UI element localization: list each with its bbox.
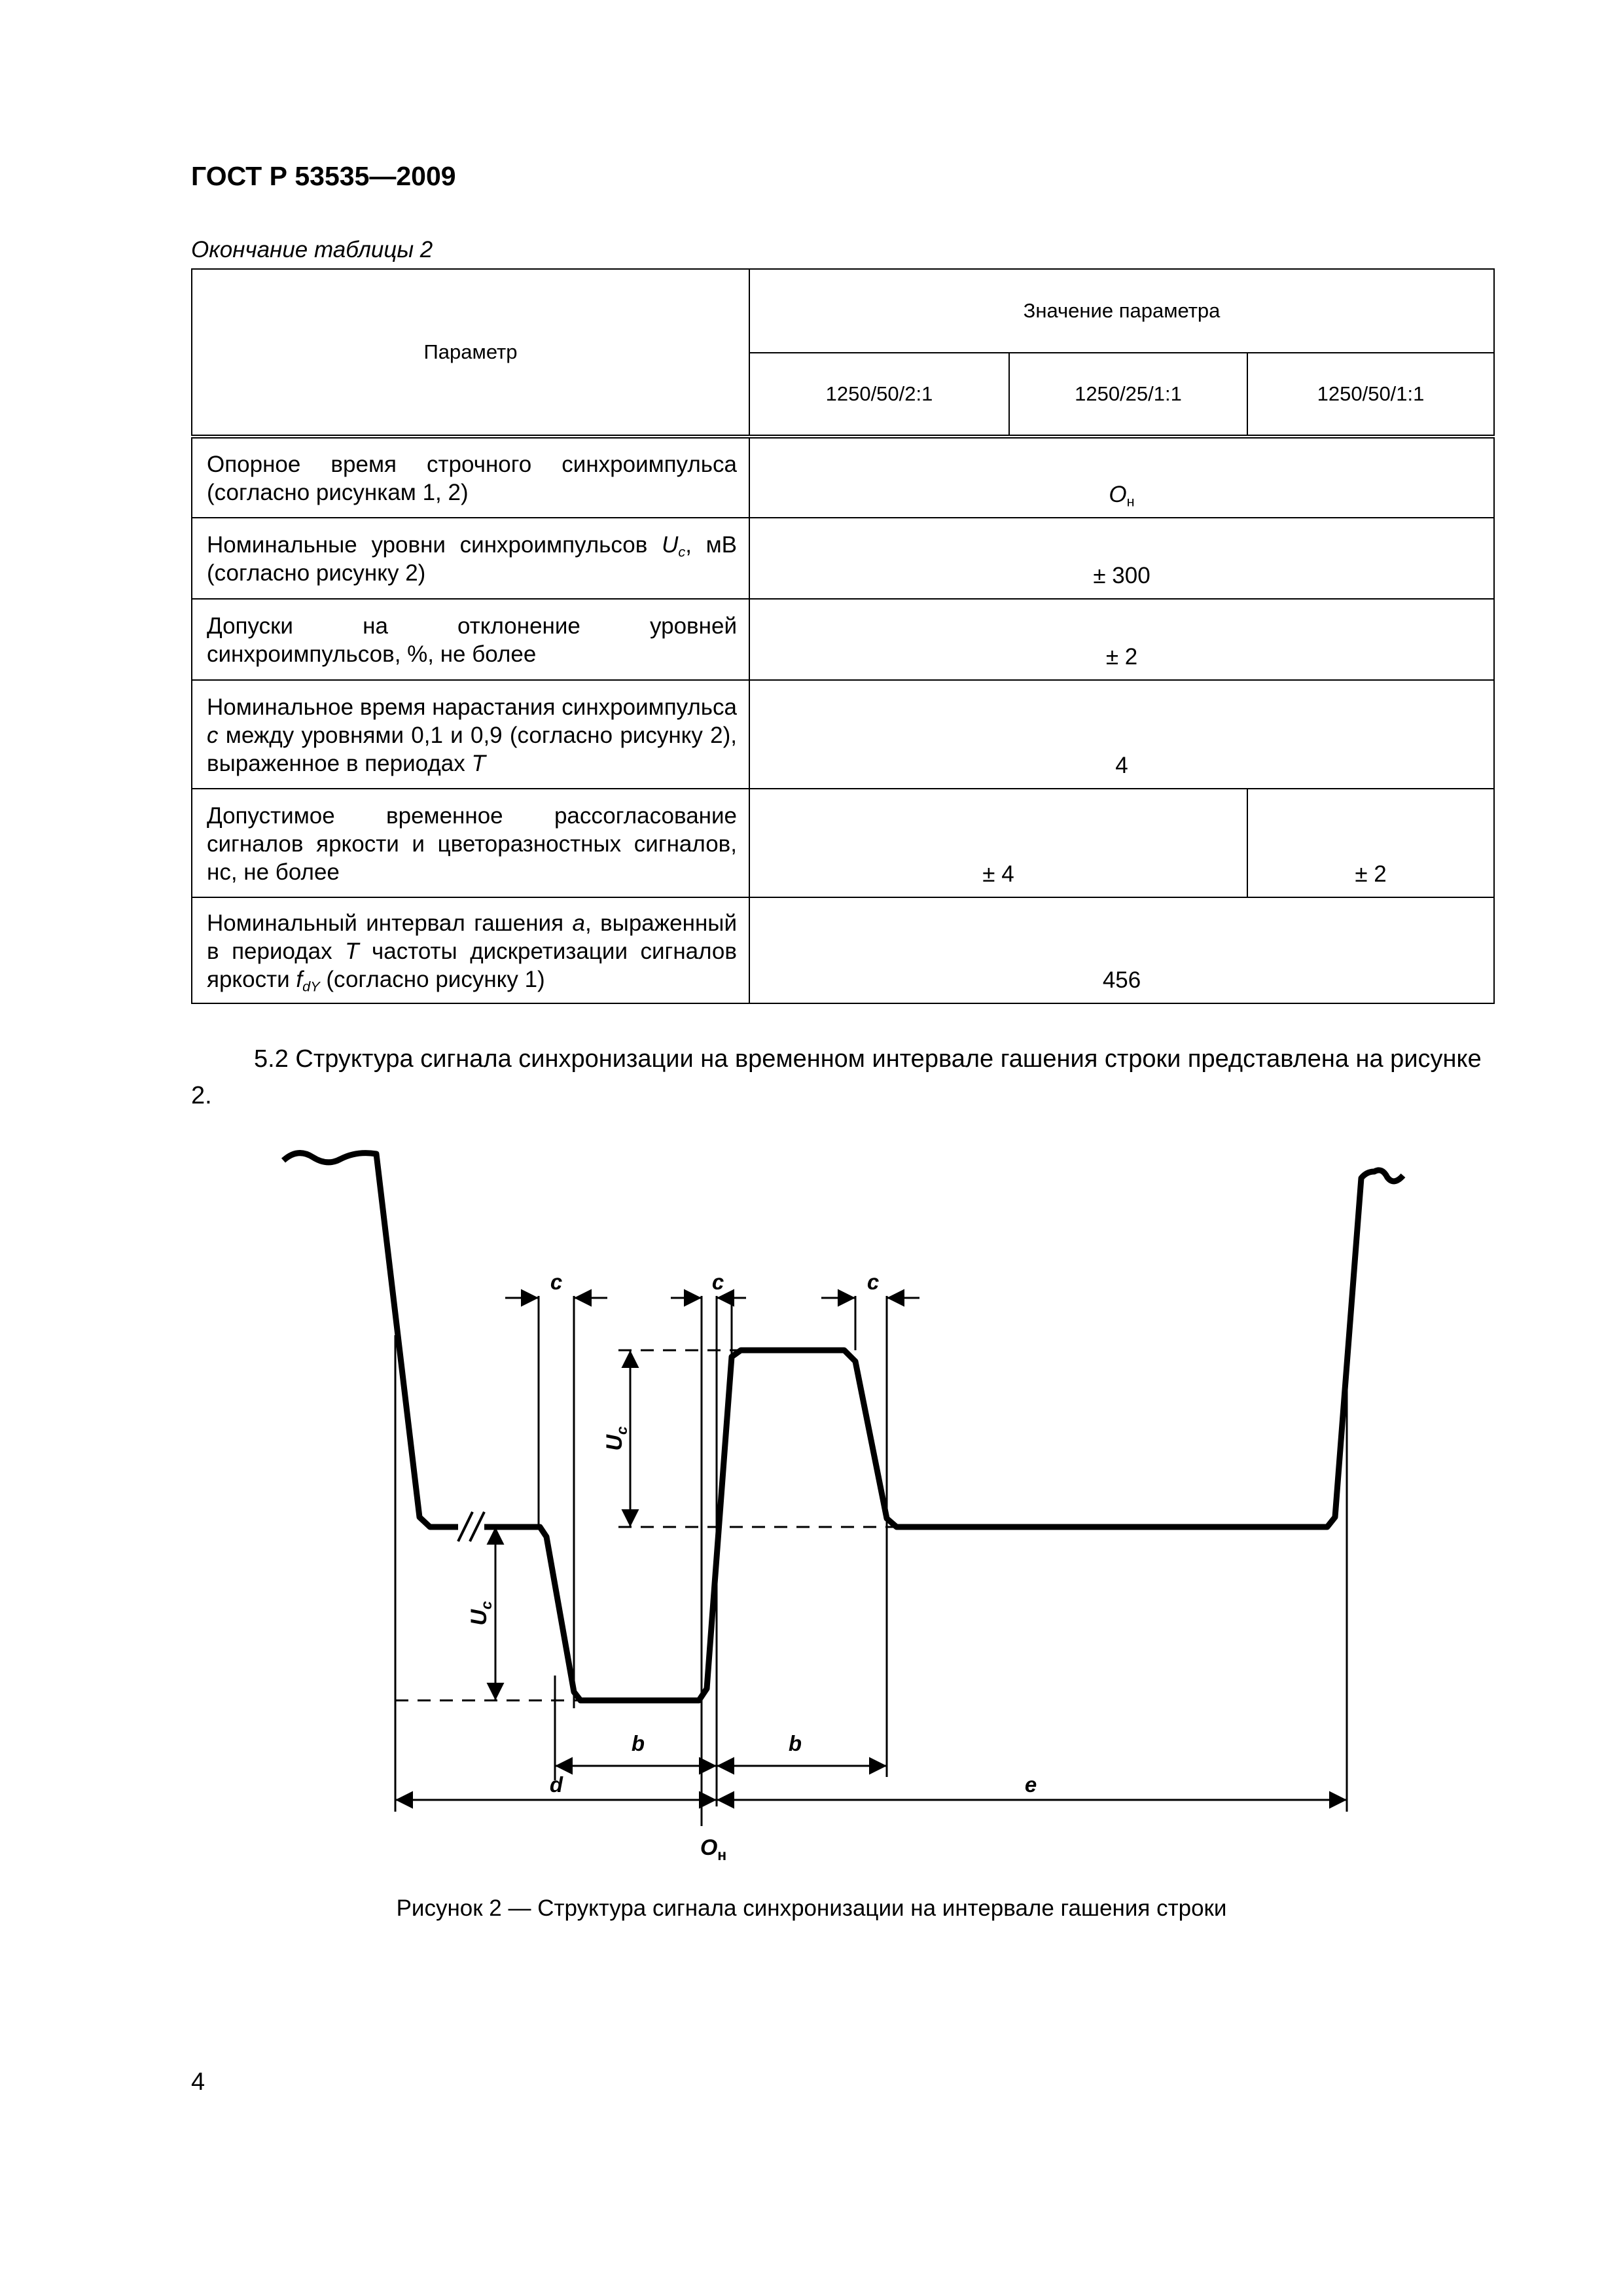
value-cell: 4 bbox=[749, 680, 1494, 789]
param-cell: Допустимое временное рассогласование сигналов яркости и цветоразностных сигналов, нс, не более bbox=[192, 789, 749, 897]
header-value: Значение параметра bbox=[749, 269, 1494, 353]
label-d: d bbox=[549, 1772, 563, 1797]
document-header: ГОСТ Р 53535—2009 bbox=[191, 161, 456, 191]
param-cell: Номинальные уровни синхроимпульсов $U_c$, мВ (согласно рисунку 2) bbox=[192, 518, 749, 599]
param-cell: Допуски на отклонение уровней синхроимпульсов, %, не более bbox=[192, 599, 749, 680]
param-cell: Номинальный интервал гашения a, выраженный в периодах T частоты дискретизации сигналов яркости $f_{dY}$ (согласно рисунку 1) bbox=[192, 897, 749, 1003]
paragraph-5-2: 5.2 Структура сигнала синхронизации на временном интервале гашения строки представлена на рисунке 2. bbox=[191, 1045, 1482, 1109]
break-mark bbox=[470, 1512, 484, 1541]
value-cell: 456 bbox=[749, 897, 1494, 1003]
label-e: e bbox=[1024, 1772, 1037, 1797]
label-uc-upper: $U_c$ bbox=[602, 1426, 630, 1451]
header-format-2: 1250/25/1:1 bbox=[1009, 353, 1247, 437]
label-c-3: c bbox=[866, 1270, 880, 1294]
label-c-2: c bbox=[711, 1270, 724, 1294]
value-cell: $O_н$ bbox=[749, 437, 1494, 518]
header-format-1: 1250/50/2:1 bbox=[749, 353, 1009, 437]
page-number: 4 bbox=[191, 2068, 205, 2096]
param-cell: Опорное время строчного синхроимпульса (согласно рисункам 1, 2) bbox=[192, 437, 749, 518]
level-lines bbox=[395, 1350, 897, 1700]
label-b-1: b bbox=[631, 1731, 645, 1755]
table-caption: Окончание таблицы 2 bbox=[191, 237, 433, 262]
header-parameter: Параметр bbox=[192, 269, 749, 437]
label-oh: $O_н$ bbox=[700, 1835, 727, 1863]
value-cell: ± 300 bbox=[749, 518, 1494, 599]
value-cell: ± 2 bbox=[749, 599, 1494, 680]
waveform bbox=[283, 1153, 1403, 1700]
label-b-2: b bbox=[788, 1731, 802, 1755]
header-format-3: 1250/50/1:1 bbox=[1247, 353, 1494, 437]
label-uc-lower: $U_c$ bbox=[467, 1601, 495, 1626]
extension-lines bbox=[395, 1296, 1347, 1826]
figure-caption: Рисунок 2 — Структура сигнала синхронизации на интервале гашения строки bbox=[396, 1895, 1227, 1921]
break-mark bbox=[458, 1512, 473, 1541]
param-cell: Номинальное время нарастания синхроимпульса c между уровнями 0,1 и 0,9 (согласно рисунку 2), выраженное в периодах T bbox=[192, 680, 749, 789]
label-c-1: c bbox=[550, 1270, 563, 1294]
value-cell: ± 4 bbox=[749, 789, 1247, 897]
value-cell: ± 2 bbox=[1247, 789, 1494, 897]
